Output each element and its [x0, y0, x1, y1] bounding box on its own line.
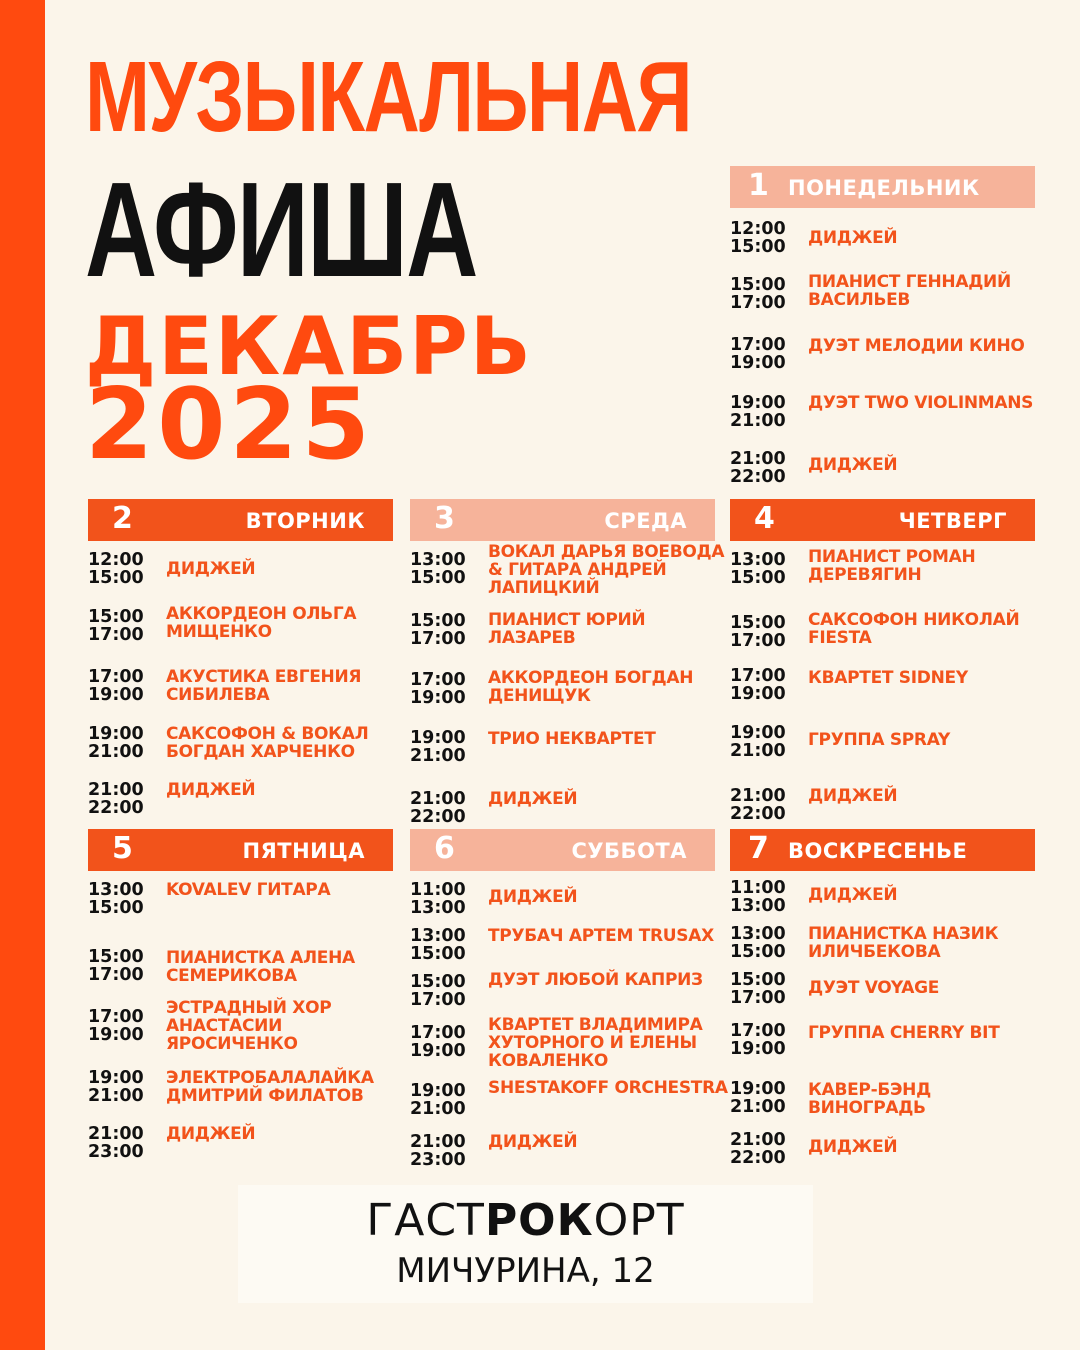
event-times — [730, 879, 800, 915]
day-number: 3 — [434, 501, 455, 536]
event-end-time: 19:00 — [410, 688, 466, 708]
event-title: АКУСТИКА ЕВГЕНИЯ СИБИЛЕВА — [166, 667, 362, 705]
event-start-time: 19:00 — [730, 723, 786, 743]
event-title: ГРУППА SPRAY — [808, 730, 950, 750]
event-times — [88, 668, 158, 704]
event-title: ДИДЖЕЙ — [808, 786, 898, 806]
event-end-time: 21:00 — [410, 1099, 466, 1119]
logo-text-part: ГАСТ — [366, 1195, 485, 1246]
month-label: ДЕКАБРЬ — [85, 300, 533, 393]
event-end-time: 22:00 — [730, 1148, 786, 1168]
event-start-time: 19:00 — [410, 1081, 466, 1101]
event-end-time: 19:00 — [410, 1041, 466, 1061]
title-line-2: АФИША — [85, 154, 477, 305]
event-title: ДИДЖЕЙ — [808, 455, 898, 475]
event-start-time: 11:00 — [730, 878, 786, 898]
event-times — [730, 336, 800, 372]
event-times — [410, 551, 480, 587]
event-end-time: 19:00 — [730, 1039, 786, 1059]
event-title: ЭЛЕКТРОБАЛАЛАЙКА ДМИТРИЙ ФИЛАТОВ — [166, 1068, 374, 1106]
event-start-time: 15:00 — [730, 970, 786, 990]
event-times — [88, 1008, 158, 1044]
event-times — [88, 608, 158, 644]
event-start-time: 13:00 — [410, 550, 466, 570]
event-title: ДИДЖЕЙ — [166, 559, 256, 579]
event-start-time: 12:00 — [88, 550, 144, 570]
event-end-time: 13:00 — [730, 896, 786, 916]
event-start-time: 15:00 — [730, 275, 786, 295]
day-header — [410, 499, 715, 541]
event-times — [730, 220, 800, 256]
event-times — [730, 787, 800, 823]
day-name: ПОНЕДЕЛЬНИК — [788, 176, 980, 200]
event-end-time: 21:00 — [730, 411, 786, 431]
logo-text-bold: РОК — [484, 1195, 594, 1246]
event-start-time: 21:00 — [88, 780, 144, 800]
event-start-time: 17:00 — [88, 667, 144, 687]
event-end-time: 19:00 — [88, 685, 144, 705]
event-start-time: 21:00 — [730, 449, 786, 469]
event-end-time: 21:00 — [410, 746, 466, 766]
event-title: ДИДЖЕЙ — [166, 1124, 256, 1144]
event-end-time: 15:00 — [730, 237, 786, 257]
event-title: ДИДЖЕЙ — [808, 228, 898, 248]
event-title: САКСОФОН & ВОКАЛ БОГДАН ХАРЧЕНКО — [166, 724, 369, 762]
event-title: ДИДЖЕЙ — [488, 887, 578, 907]
day-name: ВТОРНИК — [245, 509, 365, 533]
day-number: 2 — [112, 501, 133, 536]
event-start-time: 19:00 — [730, 393, 786, 413]
event-end-time: 23:00 — [88, 1142, 144, 1162]
event-times — [730, 1131, 800, 1167]
event-start-time: 19:00 — [88, 724, 144, 744]
event-times — [410, 1082, 480, 1118]
event-times — [730, 925, 800, 961]
day-block-2 — [88, 499, 393, 818]
event-title: ДИДЖЕЙ — [488, 789, 578, 809]
event-title: ДУЭТ ЛЮБОЙ КАПРИЗ — [488, 970, 703, 990]
day-block-6 — [410, 829, 728, 1170]
day-header — [730, 166, 1035, 208]
day-header — [730, 499, 1035, 541]
event-end-time: 21:00 — [730, 1097, 786, 1117]
event-start-time: 12:00 — [730, 219, 786, 239]
event-end-time: 19:00 — [730, 684, 786, 704]
event-times — [88, 781, 158, 817]
day-name: ПЯТНИЦА — [242, 839, 365, 863]
event-start-time: 19:00 — [410, 728, 466, 748]
day-header — [410, 829, 715, 871]
event-end-time: 19:00 — [730, 353, 786, 373]
logo-text-part: ОРТ — [593, 1195, 685, 1246]
event-end-time: 15:00 — [410, 568, 466, 588]
event-title: ДУЭТ VOYAGE — [808, 978, 940, 998]
event-end-time: 21:00 — [88, 742, 144, 762]
day-number: 4 — [754, 501, 775, 536]
event-title: ДУЭТ МЕЛОДИИ КИНО — [808, 336, 1025, 356]
event-start-time: 13:00 — [410, 926, 466, 946]
day-block-1 — [730, 166, 1035, 487]
event-end-time: 21:00 — [88, 1086, 144, 1106]
event-title: КВАРТЕТ SIDNEY — [808, 668, 968, 688]
event-start-time: 19:00 — [88, 1068, 144, 1088]
day-header — [88, 829, 393, 871]
day-header — [730, 829, 1035, 871]
event-title: АККОРДЕОН БОГДАН ДЕНИЩУК — [488, 668, 694, 706]
day-number: 1 — [748, 168, 769, 203]
event-end-time: 17:00 — [410, 990, 466, 1010]
day-name: СРЕДА — [604, 509, 687, 533]
event-times — [730, 971, 800, 1007]
event-start-time: 21:00 — [730, 786, 786, 806]
event-end-time: 22:00 — [88, 798, 144, 818]
event-title: ДУЭТ TWO VIOLINMANS — [808, 393, 1034, 413]
event-times — [730, 614, 800, 650]
event-start-time: 17:00 — [88, 1007, 144, 1027]
venue-address: МИЧУРИНА, 12 — [396, 1251, 655, 1291]
event-times — [88, 1069, 158, 1105]
event-start-time: 17:00 — [410, 1023, 466, 1043]
event-end-time: 17:00 — [88, 965, 144, 985]
day-name: ВОСКРЕСЕНЬЕ — [788, 839, 968, 863]
event-title: ПИАНИСТ ЮРИЙ ЛАЗАРЕВ — [488, 610, 646, 648]
event-start-time: 11:00 — [410, 880, 466, 900]
day-header — [88, 499, 393, 541]
event-start-time: 13:00 — [88, 880, 144, 900]
event-title: ДИДЖЕЙ — [488, 1132, 578, 1152]
event-title: ДИДЖЕЙ — [808, 885, 898, 905]
event-times — [730, 450, 800, 486]
event-title: ТРИО НЕКВАРТЕТ — [488, 729, 656, 749]
day-number: 6 — [434, 831, 455, 866]
event-times — [730, 276, 800, 312]
day-block-4 — [730, 499, 1035, 824]
event-title: КВАРТЕТ ВЛАДИМИРА ХУТОРНОГО И ЕЛЕНЫ КОВАЛЕНКО — [488, 1015, 703, 1071]
event-end-time: 22:00 — [730, 804, 786, 824]
event-start-time: 21:00 — [410, 1132, 466, 1152]
event-end-time: 23:00 — [410, 1150, 466, 1170]
left-accent-stripe — [0, 0, 45, 1350]
year-label: 2025 — [85, 368, 374, 482]
event-end-time: 17:00 — [730, 631, 786, 651]
event-times — [730, 1022, 800, 1058]
event-times — [410, 612, 480, 648]
event-end-time: 17:00 — [88, 625, 144, 645]
event-title: ТРУБАЧ АРТЕМ TRUSAX — [488, 926, 714, 946]
event-times — [410, 729, 480, 765]
event-end-time: 17:00 — [410, 629, 466, 649]
event-times — [730, 394, 800, 430]
day-block-5 — [88, 829, 393, 1162]
event-end-time: 15:00 — [730, 568, 786, 588]
event-title: ГРУППА CHERRY BIT — [808, 1023, 1000, 1043]
event-title: ПИАНИСТКА АЛЕНА СЕМЕРИКОВА — [166, 948, 355, 986]
event-times — [410, 790, 480, 826]
event-times — [410, 671, 480, 707]
event-title: КАВЕР-БЭНД ВИНОГРАДЬ — [808, 1080, 931, 1118]
event-times — [410, 927, 480, 963]
event-start-time: 15:00 — [410, 972, 466, 992]
event-title: ВОКАЛ ДАРЬЯ ВОЕВОДА & ГИТАРА АНДРЕЙ ЛАПИЦКИЙ — [488, 542, 725, 598]
event-start-time: 17:00 — [410, 670, 466, 690]
event-times — [730, 667, 800, 703]
event-times — [88, 1125, 158, 1161]
event-title: ДИДЖЕЙ — [166, 780, 256, 800]
event-start-time: 15:00 — [730, 613, 786, 633]
day-block-7 — [730, 829, 1035, 1168]
event-times — [730, 1080, 800, 1116]
event-times — [410, 1133, 480, 1169]
event-title: SHESTAKOFF ORCHESTRA — [488, 1078, 728, 1098]
day-name: ЧЕТВЕРГ — [898, 509, 1007, 533]
venue-footer — [238, 1185, 813, 1303]
event-start-time: 17:00 — [730, 666, 786, 686]
event-times — [410, 1024, 480, 1060]
event-end-time: 19:00 — [88, 1025, 144, 1045]
event-end-time: 15:00 — [730, 942, 786, 962]
event-start-time: 17:00 — [730, 1021, 786, 1041]
event-title: ДИДЖЕЙ — [808, 1137, 898, 1157]
event-start-time: 13:00 — [730, 550, 786, 570]
event-times — [88, 551, 158, 587]
event-start-time: 19:00 — [730, 1079, 786, 1099]
event-title: ЭСТРАДНЫЙ ХОР АНАСТАСИИ ЯРОСИЧЕНКО — [166, 998, 332, 1054]
event-start-time: 21:00 — [410, 789, 466, 809]
event-title: ПИАНИСТКА НАЗИК ИЛИЧБЕКОВА — [808, 924, 999, 962]
day-block-3 — [410, 499, 725, 827]
day-number: 7 — [748, 831, 769, 866]
event-times — [730, 724, 800, 760]
event-title: ПИАНИСТ ГЕННАДИЙ ВАСИЛЬЕВ — [808, 272, 1011, 310]
event-times — [410, 881, 480, 917]
event-title: АККОРДЕОН ОЛЬГА МИЩЕНКО — [166, 604, 357, 642]
event-times — [730, 551, 800, 587]
event-end-time: 22:00 — [730, 467, 786, 487]
event-end-time: 15:00 — [410, 944, 466, 964]
event-title: САКСОФОН НИКОЛАЙ FIESTA — [808, 610, 1020, 648]
day-number: 5 — [112, 831, 133, 866]
event-times — [410, 973, 480, 1009]
event-start-time: 15:00 — [88, 607, 144, 627]
day-name: СУББОТА — [571, 839, 687, 863]
event-start-time: 15:00 — [88, 947, 144, 967]
event-end-time: 17:00 — [730, 293, 786, 313]
event-times — [88, 948, 158, 984]
event-end-time: 15:00 — [88, 568, 144, 588]
title-line-1: МУЗЫКАЛЬНАЯ — [85, 41, 691, 153]
event-end-time: 21:00 — [730, 741, 786, 761]
event-start-time: 21:00 — [88, 1124, 144, 1144]
event-start-time: 21:00 — [730, 1130, 786, 1150]
event-start-time: 17:00 — [730, 335, 786, 355]
event-title: ПИАНИСТ РОМАН ДЕРЕВЯГИН — [808, 547, 976, 585]
event-start-time: 15:00 — [410, 611, 466, 631]
venue-logo — [238, 1195, 813, 1246]
event-end-time: 15:00 — [88, 898, 144, 918]
event-end-time: 17:00 — [730, 988, 786, 1008]
event-times — [88, 881, 158, 917]
event-title: KOVALEV ГИТАРА — [166, 880, 331, 900]
event-times — [88, 725, 158, 761]
event-end-time: 22:00 — [410, 807, 466, 827]
event-end-time: 13:00 — [410, 898, 466, 918]
event-start-time: 13:00 — [730, 924, 786, 944]
